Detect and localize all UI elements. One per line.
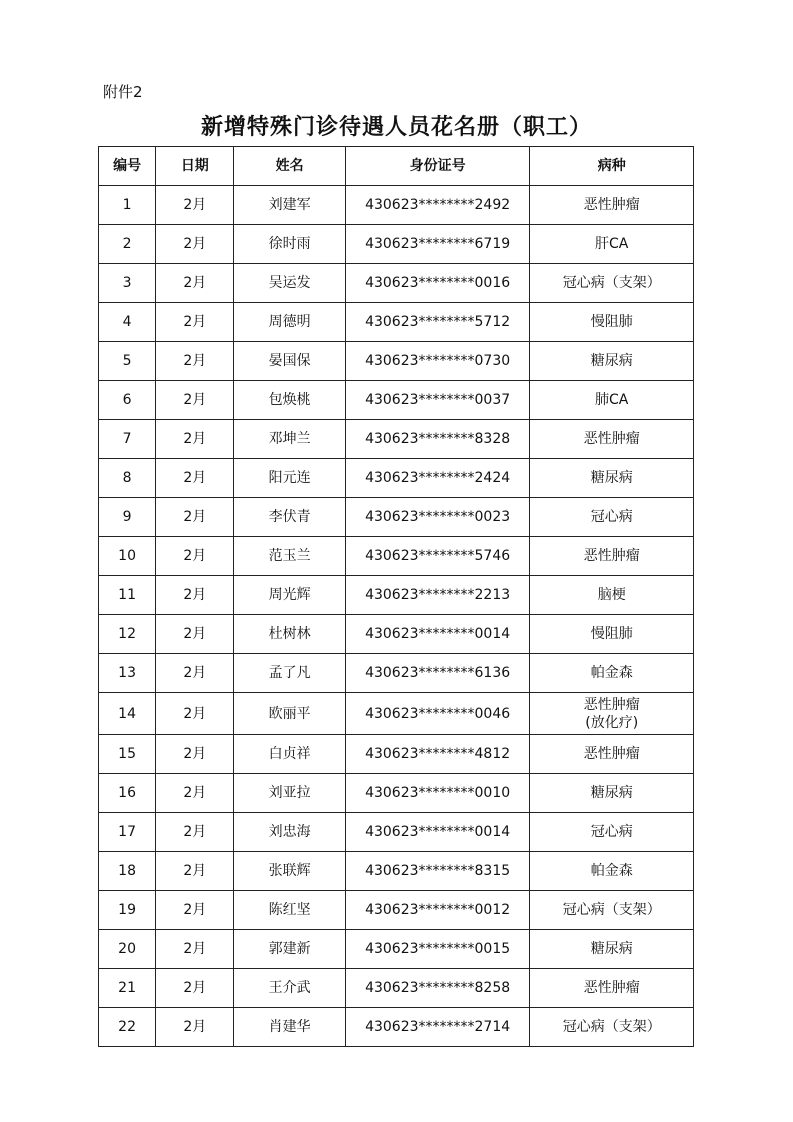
cell-no: 13 — [99, 654, 156, 693]
cell-disease — [530, 735, 694, 774]
cell-id: 430623********5746 — [345, 537, 530, 576]
cell-no: 4 — [99, 303, 156, 342]
cell-disease — [530, 654, 694, 693]
cell-disease — [530, 930, 694, 969]
disease-text: 慢阻肺 — [590, 626, 633, 642]
cell-name: 刘亚拉 — [234, 774, 345, 813]
cell-id: 430623********0014 — [345, 615, 530, 654]
cell-disease — [530, 813, 694, 852]
cell-id: 430623********8328 — [345, 420, 530, 459]
table-row — [99, 774, 694, 813]
table-header-row — [99, 147, 694, 186]
cell-disease — [530, 186, 694, 225]
cell-no: 8 — [99, 459, 156, 498]
cell-name: 晏国保 — [234, 342, 345, 381]
cell-name: 刘建军 — [234, 186, 345, 225]
cell-name: 王介武 — [234, 969, 345, 1008]
table-row — [99, 420, 694, 459]
cell-id: 430623********8258 — [345, 969, 530, 1008]
cell-date: 2月 — [156, 225, 234, 264]
cell-no: 18 — [99, 852, 156, 891]
table-row — [99, 891, 694, 930]
cell-disease — [530, 852, 694, 891]
disease-text: 糖尿病 — [590, 470, 633, 486]
cell-disease — [530, 381, 694, 420]
cell-name: 刘忠海 — [234, 813, 345, 852]
cell-disease — [530, 891, 694, 930]
cell-id: 430623********6719 — [345, 225, 530, 264]
cell-no: 1 — [99, 186, 156, 225]
table-row — [99, 654, 694, 693]
disease-text: 冠心病（支架） — [562, 1019, 661, 1035]
disease-text: 冠心病（支架） — [562, 275, 661, 291]
disease-text: 肝CA — [595, 236, 629, 252]
cell-disease — [530, 693, 694, 735]
cell-disease — [530, 342, 694, 381]
cell-name: 孟了凡 — [234, 654, 345, 693]
disease-text: 慢阻肺 — [590, 314, 633, 330]
cell-id: 430623********2492 — [345, 186, 530, 225]
table-row — [99, 615, 694, 654]
cell-no: 12 — [99, 615, 156, 654]
cell-name: 周德明 — [234, 303, 345, 342]
cell-name: 邓坤兰 — [234, 420, 345, 459]
roster-table — [98, 146, 694, 1047]
cell-id: 430623********0023 — [345, 498, 530, 537]
cell-name: 郭建新 — [234, 930, 345, 969]
cell-id: 430623********0037 — [345, 381, 530, 420]
cell-id: 430623********2424 — [345, 459, 530, 498]
cell-id: 430623********0046 — [345, 693, 530, 735]
table-row — [99, 498, 694, 537]
attachment-label: 附件2 — [103, 83, 143, 101]
disease-text: 糖尿病 — [590, 941, 633, 957]
header-id: 身份证号 — [345, 147, 530, 186]
cell-date: 2月 — [156, 576, 234, 615]
cell-date: 2月 — [156, 381, 234, 420]
cell-name: 徐时雨 — [234, 225, 345, 264]
header-date: 日期 — [156, 147, 234, 186]
disease-text: 糖尿病 — [590, 785, 633, 801]
cell-date: 2月 — [156, 615, 234, 654]
cell-no: 11 — [99, 576, 156, 615]
table-row — [99, 735, 694, 774]
table-row — [99, 264, 694, 303]
cell-date: 2月 — [156, 969, 234, 1008]
cell-id: 430623********0012 — [345, 891, 530, 930]
cell-name: 吴运发 — [234, 264, 345, 303]
cell-id: 430623********2714 — [345, 1008, 530, 1047]
header-disease: 病种 — [530, 147, 694, 186]
cell-date: 2月 — [156, 420, 234, 459]
table-row — [99, 303, 694, 342]
cell-id: 430623********4812 — [345, 735, 530, 774]
table-row — [99, 693, 694, 735]
cell-no: 7 — [99, 420, 156, 459]
cell-date: 2月 — [156, 303, 234, 342]
table-row — [99, 969, 694, 1008]
table-row — [99, 342, 694, 381]
disease-text: 冠心病 — [590, 824, 633, 840]
cell-id: 430623********8315 — [345, 852, 530, 891]
header-no: 编号 — [99, 147, 156, 186]
cell-date: 2月 — [156, 459, 234, 498]
disease-text: 恶性肿瘤 — [583, 980, 640, 996]
cell-id: 430623********0016 — [345, 264, 530, 303]
table-row — [99, 813, 694, 852]
cell-name: 包焕桃 — [234, 381, 345, 420]
cell-name: 范玉兰 — [234, 537, 345, 576]
cell-no: 16 — [99, 774, 156, 813]
cell-no: 2 — [99, 225, 156, 264]
cell-disease — [530, 576, 694, 615]
cell-date: 2月 — [156, 930, 234, 969]
cell-disease — [530, 459, 694, 498]
table-row — [99, 537, 694, 576]
cell-id: 430623********5712 — [345, 303, 530, 342]
cell-name: 李伏青 — [234, 498, 345, 537]
table-row — [99, 381, 694, 420]
disease-text: 冠心病 — [590, 509, 633, 525]
cell-disease — [530, 1008, 694, 1047]
disease-text: 脑梗 — [597, 587, 626, 603]
cell-no: 20 — [99, 930, 156, 969]
cell-no: 17 — [99, 813, 156, 852]
document-title: 新增特殊门诊待遇人员花名册（职工） — [200, 114, 592, 140]
cell-no: 14 — [99, 693, 156, 735]
cell-date: 2月 — [156, 342, 234, 381]
disease-text: 肺CA — [595, 392, 629, 408]
disease-note-text: (放化疗) — [585, 714, 639, 731]
table-row — [99, 459, 694, 498]
cell-name: 杜树林 — [234, 615, 345, 654]
disease-text: 恶性肿瘤 — [583, 548, 640, 564]
cell-name: 阳元连 — [234, 459, 345, 498]
cell-disease — [530, 615, 694, 654]
cell-disease — [530, 303, 694, 342]
cell-no: 5 — [99, 342, 156, 381]
cell-date: 2月 — [156, 1008, 234, 1047]
disease-text: 冠心病（支架） — [562, 902, 661, 918]
cell-name: 欧丽平 — [234, 693, 345, 735]
cell-id: 430623********0014 — [345, 813, 530, 852]
cell-disease — [530, 774, 694, 813]
cell-date: 2月 — [156, 498, 234, 537]
cell-name: 周光辉 — [234, 576, 345, 615]
cell-id: 430623********0015 — [345, 930, 530, 969]
cell-no: 9 — [99, 498, 156, 537]
cell-no: 6 — [99, 381, 156, 420]
cell-name: 张联辉 — [234, 852, 345, 891]
table-body — [99, 186, 694, 1047]
cell-id: 430623********0010 — [345, 774, 530, 813]
cell-no: 22 — [99, 1008, 156, 1047]
cell-no: 3 — [99, 264, 156, 303]
cell-date: 2月 — [156, 186, 234, 225]
cell-name: 白贞祥 — [234, 735, 345, 774]
cell-disease — [530, 498, 694, 537]
cell-date: 2月 — [156, 537, 234, 576]
cell-date: 2月 — [156, 774, 234, 813]
cell-no: 15 — [99, 735, 156, 774]
cell-no: 10 — [99, 537, 156, 576]
cell-date: 2月 — [156, 654, 234, 693]
cell-id: 430623********0730 — [345, 342, 530, 381]
cell-no: 21 — [99, 969, 156, 1008]
cell-disease — [530, 969, 694, 1008]
disease-text: 帕金森 — [590, 863, 633, 879]
table-row — [99, 186, 694, 225]
cell-name: 肖建华 — [234, 1008, 345, 1047]
table-row — [99, 576, 694, 615]
cell-id: 430623********6136 — [345, 654, 530, 693]
cell-no: 19 — [99, 891, 156, 930]
cell-date: 2月 — [156, 735, 234, 774]
cell-date: 2月 — [156, 852, 234, 891]
table-row — [99, 225, 694, 264]
cell-name: 陈红坚 — [234, 891, 345, 930]
header-name: 姓名 — [234, 147, 345, 186]
disease-text: 恶性肿瘤 — [583, 746, 640, 762]
cell-disease — [530, 420, 694, 459]
cell-disease — [530, 264, 694, 303]
table-row — [99, 1008, 694, 1047]
cell-date: 2月 — [156, 813, 234, 852]
disease-text: 帕金森 — [590, 665, 633, 681]
cell-id: 430623********2213 — [345, 576, 530, 615]
disease-text: 恶性肿瘤 — [583, 431, 640, 447]
cell-date: 2月 — [156, 264, 234, 303]
disease-text: 糖尿病 — [590, 353, 633, 369]
table-row — [99, 930, 694, 969]
disease-text: 恶性肿瘤 — [583, 197, 640, 213]
table-row — [99, 852, 694, 891]
cell-date: 2月 — [156, 693, 234, 735]
cell-disease — [530, 537, 694, 576]
cell-disease — [530, 225, 694, 264]
disease-text: 恶性肿瘤 — [583, 696, 640, 713]
cell-date: 2月 — [156, 891, 234, 930]
